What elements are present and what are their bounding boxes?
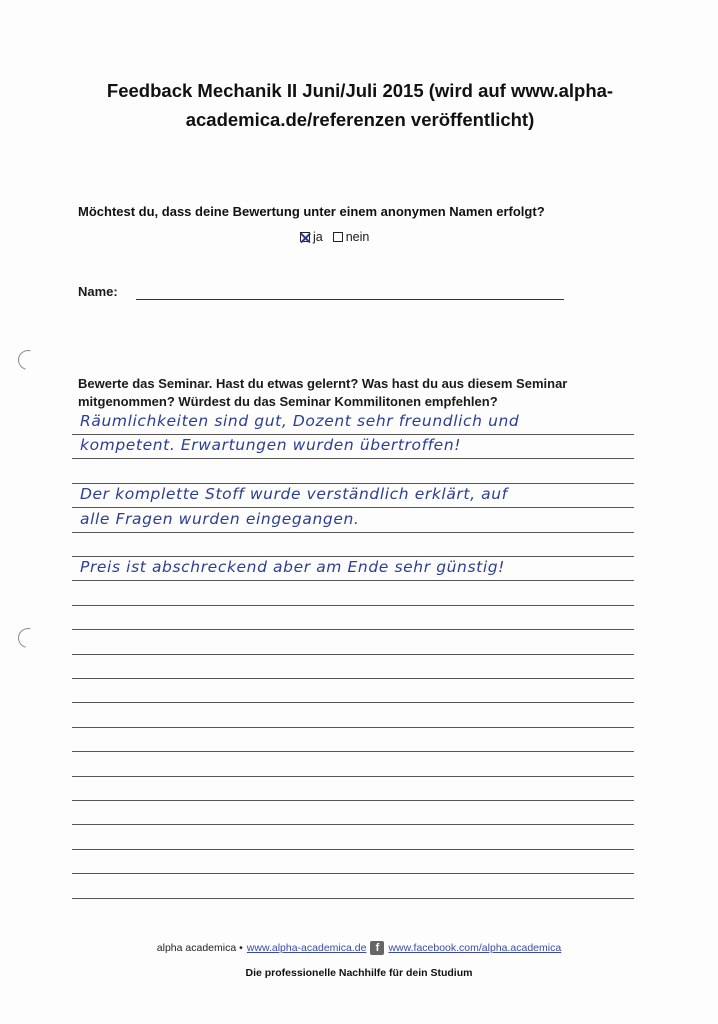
checkbox-no[interactable] (333, 232, 343, 242)
page-title (60, 76, 660, 134)
ruled-line (72, 434, 634, 435)
ruled-line (72, 507, 634, 508)
ruled-line (72, 458, 634, 459)
footer-brand: alpha academica • (156, 942, 243, 954)
title-line-2: academica.de/referenzen veröffentlicht) (185, 109, 535, 130)
question-anonymous: Möchtest du, dass deine Bewertung unter einem anonymen Namen erfolgt? (78, 204, 545, 219)
ruled-line (72, 776, 634, 777)
handwritten-line: Räumlichkeiten sind gut, Dozent sehr freundlich und (80, 412, 520, 430)
footer-links (0, 941, 718, 955)
ruled-line (72, 532, 634, 533)
ruled-line (72, 654, 634, 655)
ruled-line (72, 873, 634, 874)
facebook-icon: f (370, 941, 384, 955)
ruled-line (72, 605, 634, 606)
option-no[interactable] (333, 230, 370, 244)
option-yes[interactable] (300, 230, 323, 244)
question-seminar (78, 375, 638, 411)
handwritten-line: Preis ist abschreckend aber am Ende sehr günstig! (80, 558, 505, 576)
footer-tagline: Die professionelle Nachhilfe für dein Studium (245, 967, 473, 979)
handwritten-line: kompetent. Erwartungen wurden übertroffen! (80, 436, 462, 454)
name-label: Name: (78, 284, 118, 299)
ruled-line (72, 898, 634, 899)
ruled-line (72, 580, 634, 581)
ruled-line (72, 751, 634, 752)
ruled-line (72, 824, 634, 825)
ruled-line (72, 629, 634, 630)
title-line-1: Feedback Mechanik II Juni/Juli 2015 (wird auf www.alpha- (106, 80, 614, 101)
website-link[interactable]: www.alpha-academica.de (246, 942, 367, 954)
option-no-label: nein (345, 230, 370, 244)
handwritten-line: alle Fragen wurden eingegangen. (80, 510, 360, 528)
ruled-line (72, 800, 634, 801)
ruled-line (72, 483, 634, 484)
ruled-line (72, 702, 634, 703)
question-seminar-line-2: mitgenommen? Würdest du das Seminar Kommilitonen empfehlen? (78, 394, 498, 409)
question-seminar-line-1: Bewerte das Seminar. Hast du etwas gelernt? Was hast du aus diesem Seminar (78, 376, 568, 391)
name-field[interactable] (136, 299, 564, 300)
ruled-line (72, 678, 634, 679)
ruled-line (72, 849, 634, 850)
ruled-line (72, 556, 634, 557)
anonymous-options (300, 230, 369, 244)
facebook-link[interactable]: www.facebook.com/alpha.academica (388, 942, 562, 954)
option-yes-label: ja (313, 230, 323, 244)
punch-hole-mark (14, 624, 41, 651)
checkbox-yes[interactable] (300, 232, 310, 242)
punch-hole-mark (14, 346, 41, 373)
handwritten-line: Der komplette Stoff wurde verständlich erklärt, auf (80, 485, 508, 503)
ruled-line (72, 727, 634, 728)
